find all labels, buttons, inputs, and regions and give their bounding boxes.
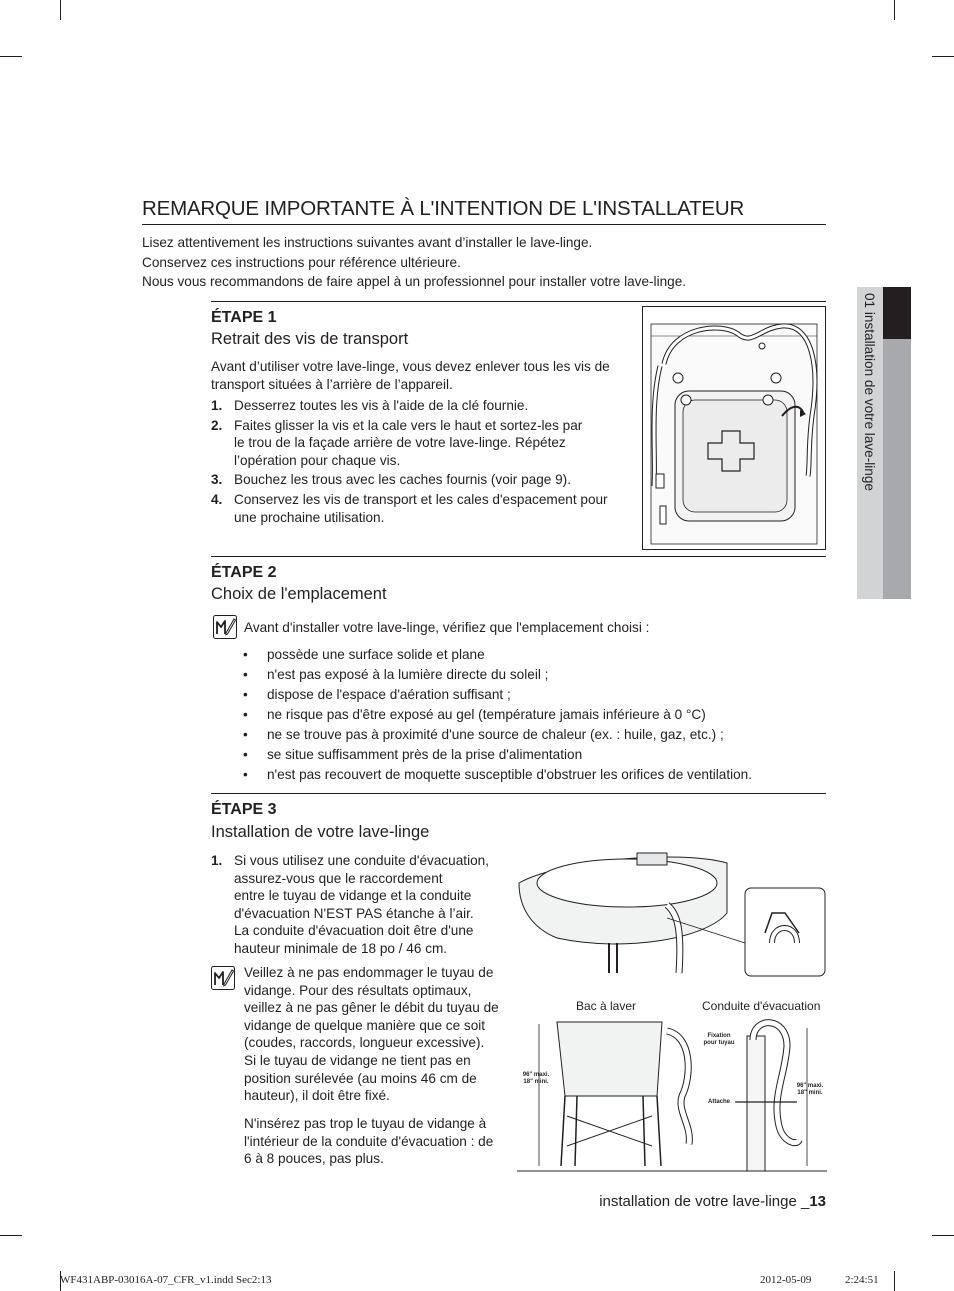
step2-subtitle: Choix de l'emplacement	[211, 585, 387, 603]
section-divider	[211, 793, 826, 794]
step3-title: ÉTAPE 3	[211, 801, 277, 818]
text-line: Avant d’utiliser votre lave-linge, vous devez enlever tous les vis de	[211, 359, 610, 374]
step1-title: ÉTAPE 1	[211, 309, 277, 326]
bullet: •	[243, 767, 248, 782]
text-line: (coudes, raccords, longueur excessive).	[244, 1035, 485, 1051]
text-line: Desserrez toutes les vis à l'aide de la clé fournie.	[234, 398, 529, 413]
text-line: Veillez à ne pas endommager le tuyau de	[244, 965, 494, 980]
list-item-text: n'est pas recouvert de moquette susceptible d'obstruer les orifices de ventilation.	[267, 767, 753, 782]
text-line: hauteur), il doit être fixé.	[244, 1088, 390, 1104]
list-item	[243, 665, 752, 685]
text-line: entre le tuyau de vidange et la conduite	[234, 888, 472, 904]
text-line: le trou de la façade arrière de votre lave-linge. Répétez	[234, 435, 566, 451]
bullet: •	[243, 707, 248, 722]
text-line: veillez à ne pas gêner le débit du tuyau de	[244, 1000, 499, 1016]
crop-mark	[0, 1235, 22, 1236]
step2-title: ÉTAPE 2	[211, 564, 277, 581]
text-line: hauteur minimale de 18 po / 46 cm.	[234, 940, 448, 956]
text-line: vidange. Pour des résultats optimaux,	[244, 982, 472, 998]
bullet: •	[243, 667, 248, 682]
list-item-text: possède une surface solide et plane	[267, 647, 485, 662]
list-item-text: dispose de l'espace d'aération suffisant ;	[267, 687, 511, 702]
list-item	[211, 852, 511, 958]
drain-label: Conduite d'évacuation	[702, 999, 821, 1013]
intro-line: Nous vous recommandons de faire appel à un professionnel pour installer votre lave-linge.	[142, 274, 687, 289]
note-icon	[211, 966, 235, 990]
list-item-text: se situe suffisamment près de la prise d'alimentation	[267, 747, 583, 762]
text-line: N'insérez pas trop le tuyau de vidange à	[244, 1116, 487, 1131]
step3-list	[211, 852, 511, 960]
text-line: 18" mini.	[797, 1090, 823, 1096]
step1-list	[211, 397, 636, 528]
fixation-label	[700, 1033, 738, 1047]
list-item	[243, 765, 752, 785]
bullet: •	[243, 647, 248, 662]
text-line: Si vous utilisez une conduite d'évacuation,	[234, 853, 489, 868]
intro-text	[142, 233, 686, 292]
crop-mark	[932, 56, 954, 57]
print-time: 2:24:51	[845, 1274, 879, 1286]
page-number: 13	[809, 1193, 826, 1210]
list-item	[211, 471, 636, 489]
crop-mark	[932, 1235, 954, 1236]
list-item	[243, 705, 752, 725]
text-line: Faites glisser la vis et la cale vers le haut et sortez-les par	[234, 417, 583, 433]
text-line: Conservez les vis de transport et les cales d'espacement pour	[234, 491, 608, 507]
intro-line: Conservez ces instructions pour référence ultérieure.	[142, 254, 461, 270]
list-item	[243, 745, 752, 765]
step3-note-2	[244, 1115, 493, 1168]
height-label-left	[518, 1072, 554, 1086]
crop-mark	[60, 0, 61, 20]
page-title: REMARQUE IMPORTANTE À L'INTENTION DE L'INSTALLATEUR	[142, 197, 826, 225]
step1-intro	[211, 358, 610, 393]
section-divider	[211, 301, 826, 302]
text-line: pour tuyau	[703, 1040, 735, 1046]
item-number: 1.	[211, 853, 223, 868]
list-item	[211, 397, 636, 415]
text-line: Bouchez les trous avec les caches fournis (voir page 9).	[234, 472, 571, 488]
crop-mark	[894, 0, 895, 20]
text-line: 6 à 8 pouces, pas plus.	[244, 1151, 384, 1167]
tub-label: Bac à laver	[576, 999, 637, 1013]
text-line: vidange de quelque manière que ce soit	[244, 1017, 486, 1033]
text-line: 18" mini.	[523, 1079, 549, 1085]
list-item	[243, 725, 752, 745]
item-number: 3.	[211, 472, 223, 488]
item-number: 1.	[211, 398, 223, 413]
step1-subtitle: Retrait des vis de transport	[211, 330, 409, 348]
crop-mark	[0, 56, 22, 57]
text-line: Fixation	[707, 1033, 731, 1039]
text-line: position surélevée (au moins 46 cm de	[244, 1070, 477, 1086]
footer-section: installation de votre lave-linge _	[599, 1193, 810, 1210]
text-line: assurez-vous que le raccordement	[234, 870, 443, 886]
text-line: 96" maxi.	[796, 1083, 824, 1089]
text-line: transport situées à l’arrière de l’appareil.	[211, 376, 453, 392]
location-checklist	[243, 645, 752, 785]
list-item	[243, 645, 752, 665]
list-item	[243, 685, 752, 705]
item-number: 2.	[211, 417, 223, 433]
text-line: Si le tuyau de vidange ne tient pas en	[244, 1052, 471, 1068]
bullet: •	[243, 727, 248, 742]
step3-note	[244, 964, 499, 1105]
step2-note: Avant d'installer votre lave-linge, vérifiez que l'emplacement choisi :	[244, 620, 650, 635]
list-item	[211, 417, 636, 470]
item-number: 4.	[211, 491, 223, 507]
height-label-right	[792, 1083, 828, 1097]
bullet: •	[243, 747, 248, 762]
text-line: l'intérieur de la conduite d'évacuation : de	[244, 1133, 494, 1149]
text-line: La conduite d'évacuation doit être d'une	[234, 923, 474, 939]
text-line: d'évacuation N'EST PAS étanche à l’air.	[234, 905, 474, 921]
page-footer	[599, 1193, 826, 1210]
note-icon	[213, 615, 237, 639]
text-line: une prochaine utilisation.	[234, 509, 385, 525]
step3-subtitle: Installation de votre lave-linge	[211, 823, 430, 841]
washer-back-illustration	[642, 306, 826, 550]
chapter-tab-label: 01 installation de votre lave-linge	[862, 293, 877, 491]
file-slug: WF431ABP-03016A-07_CFR_v1.indd Sec2:13	[60, 1274, 272, 1286]
print-date: 2012-05-09	[760, 1274, 812, 1286]
intro-line: Lisez attentivement les instructions suivantes avant d’installer le lave-linge.	[142, 235, 593, 250]
list-item-text: ne se trouve pas à proximité d'une source de chaleur (ex. : huile, gaz, etc.) ;	[267, 727, 724, 742]
list-item-text: ne risque pas d'être exposé au gel (température jamais inférieure à 0 °C)	[267, 707, 706, 722]
section-divider	[211, 556, 826, 557]
list-item	[211, 491, 636, 526]
tub-drain-illustration	[517, 1016, 827, 1172]
crop-mark	[894, 1271, 895, 1291]
text-line: 96" maxi.	[522, 1072, 550, 1078]
attache-label: Attache	[707, 1099, 730, 1105]
bullet: •	[243, 687, 248, 702]
text-line: l’opération pour chaque vis.	[234, 452, 401, 468]
list-item-text: n'est pas exposé à la lumière directe du soleil ;	[267, 667, 549, 682]
sink-illustration	[517, 843, 827, 983]
